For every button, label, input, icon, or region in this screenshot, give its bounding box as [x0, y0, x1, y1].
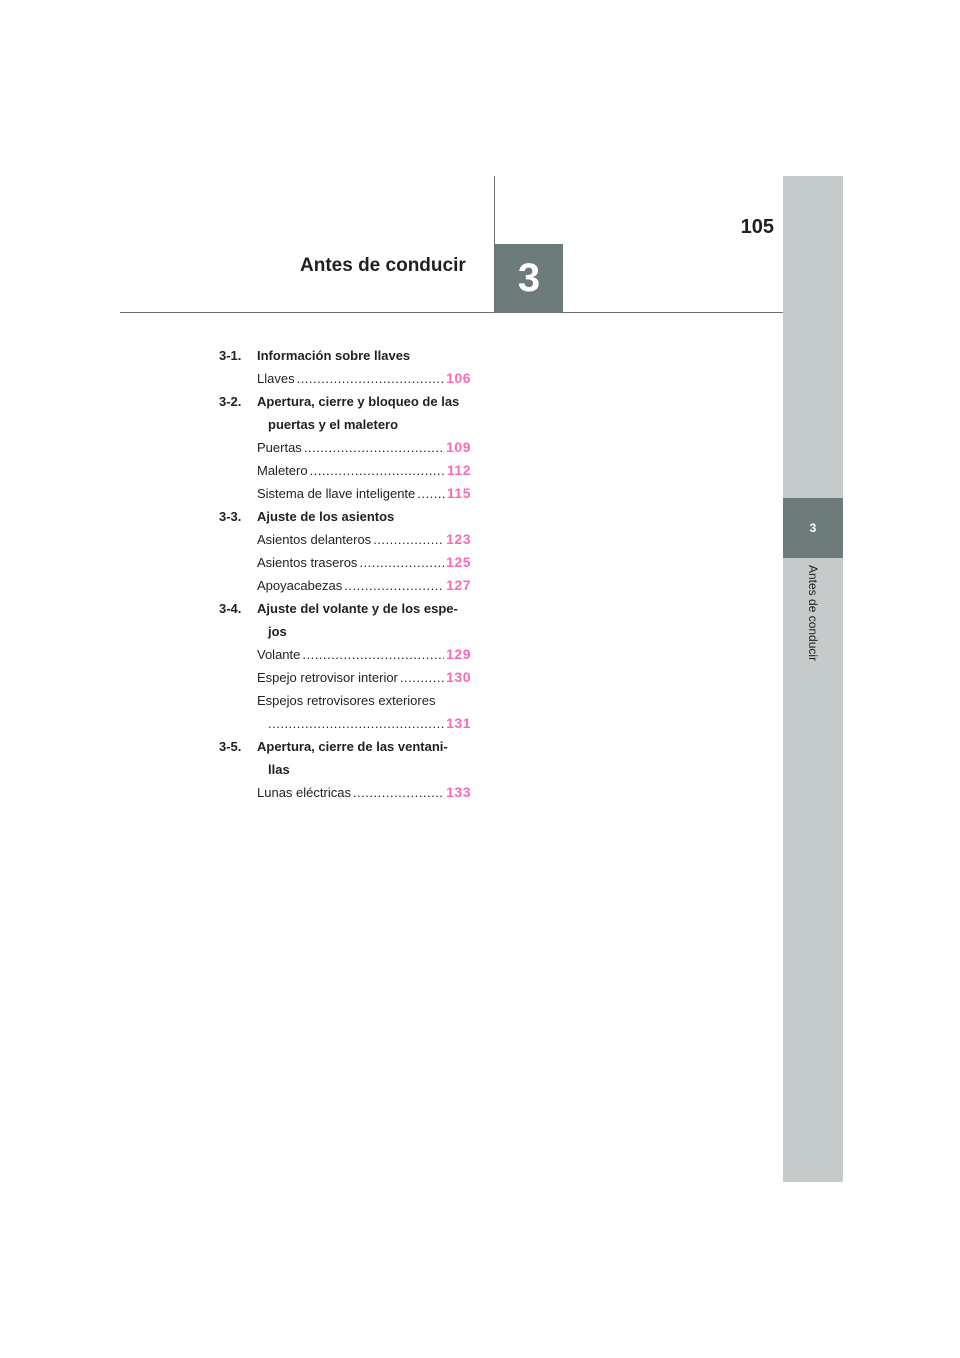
toc-entry-label: Volante	[257, 647, 301, 662]
toc-section-title-cont: jos	[268, 624, 287, 639]
toc-section	[219, 597, 471, 643]
toc-section-title: Ajuste del volante y de los espe-	[257, 601, 458, 616]
toc-entry-label: Lunas eléctricas	[257, 785, 351, 800]
toc-entry[interactable]	[219, 643, 471, 666]
toc-entry-label: Apoyacabezas	[257, 578, 343, 593]
toc-section-number: 3-5.	[219, 739, 242, 754]
toc-section-title-wrap	[257, 390, 471, 436]
toc-entry[interactable]	[219, 781, 471, 804]
toc-leader-dots	[417, 482, 445, 505]
toc-entry-page[interactable]: 112	[446, 462, 471, 478]
toc-entry-label: Maletero	[257, 463, 308, 478]
toc-section	[219, 505, 471, 528]
toc-leader-dots	[400, 666, 444, 689]
toc-section-title: Apertura, cierre y bloqueo de las	[257, 394, 460, 409]
page-number: 105	[740, 216, 774, 238]
side-tab-label	[783, 565, 843, 685]
toc-entry-page[interactable]: 127	[446, 577, 471, 593]
toc-section-title-cont: llas	[268, 762, 290, 777]
toc-entry-page[interactable]: 131	[446, 715, 471, 731]
toc-entry[interactable]	[219, 367, 471, 390]
table-of-contents	[219, 344, 471, 804]
toc-entry[interactable]	[219, 551, 471, 574]
toc-entry-page[interactable]: 129	[446, 646, 471, 662]
toc-entry-label: Sistema de llave inteligente	[257, 486, 416, 501]
toc-section-number: 3-2.	[219, 394, 242, 409]
toc-entry-page[interactable]: 133	[446, 784, 471, 800]
toc-entry[interactable]	[219, 689, 471, 735]
toc-section-title-cont: puertas y el maletero	[268, 417, 399, 432]
toc-section-title: Información sobre llaves	[257, 348, 411, 363]
toc-entry-page[interactable]: 109	[446, 439, 471, 455]
toc-entry-label: Espejos retrovisores exteriores	[257, 693, 436, 708]
toc-entry-page[interactable]: 115	[446, 485, 471, 501]
toc-entry[interactable]	[219, 482, 471, 505]
toc-leader-dots	[268, 712, 444, 735]
toc-section-title: Apertura, cierre de las ventani-	[257, 739, 448, 754]
toc-entry-label: Puertas	[257, 440, 302, 455]
toc-leader-dots	[373, 528, 444, 551]
chapter-number-box: 3	[495, 244, 563, 313]
toc-section	[219, 390, 471, 436]
toc-entry-page[interactable]: 123	[446, 531, 471, 547]
toc-section-number: 3-3.	[219, 509, 242, 524]
side-tab-number[interactable]: 3	[783, 498, 843, 558]
toc-entry-leader-line	[257, 712, 471, 735]
toc-section	[219, 344, 471, 367]
chapter-title: Antes de conducir	[300, 255, 466, 276]
toc-leader-dots	[310, 459, 445, 482]
toc-leader-dots	[304, 436, 444, 459]
toc-section-number: 3-4.	[219, 601, 242, 616]
toc-leader-dots	[297, 367, 445, 390]
toc-entry[interactable]	[219, 459, 471, 482]
toc-leader-dots	[344, 574, 444, 597]
toc-entry[interactable]	[219, 574, 471, 597]
toc-entry[interactable]	[219, 436, 471, 459]
toc-entry-page[interactable]: 125	[446, 554, 471, 570]
toc-entry-label: Llaves	[257, 371, 295, 386]
toc-section-title-wrap	[257, 597, 471, 643]
header-horizontal-rule	[120, 312, 783, 313]
toc-section-title: Ajuste de los asientos	[257, 509, 395, 524]
toc-section-number: 3-1.	[219, 348, 242, 363]
toc-entry-label: Asientos traseros	[257, 555, 358, 570]
toc-entry-label: Espejo retrovisor interior	[257, 670, 398, 685]
toc-leader-dots	[302, 643, 444, 666]
toc-leader-dots	[353, 781, 444, 804]
toc-entry[interactable]	[219, 528, 471, 551]
toc-entry[interactable]	[219, 666, 471, 689]
side-tab-label-text: Antes de conducir	[806, 565, 820, 662]
toc-entry-page[interactable]: 106	[446, 370, 471, 386]
toc-leader-dots	[359, 551, 444, 574]
toc-section	[219, 735, 471, 781]
toc-section-title-wrap	[257, 735, 471, 781]
toc-entry-page[interactable]: 130	[446, 669, 471, 685]
toc-entry-label: Asientos delanteros	[257, 532, 372, 547]
